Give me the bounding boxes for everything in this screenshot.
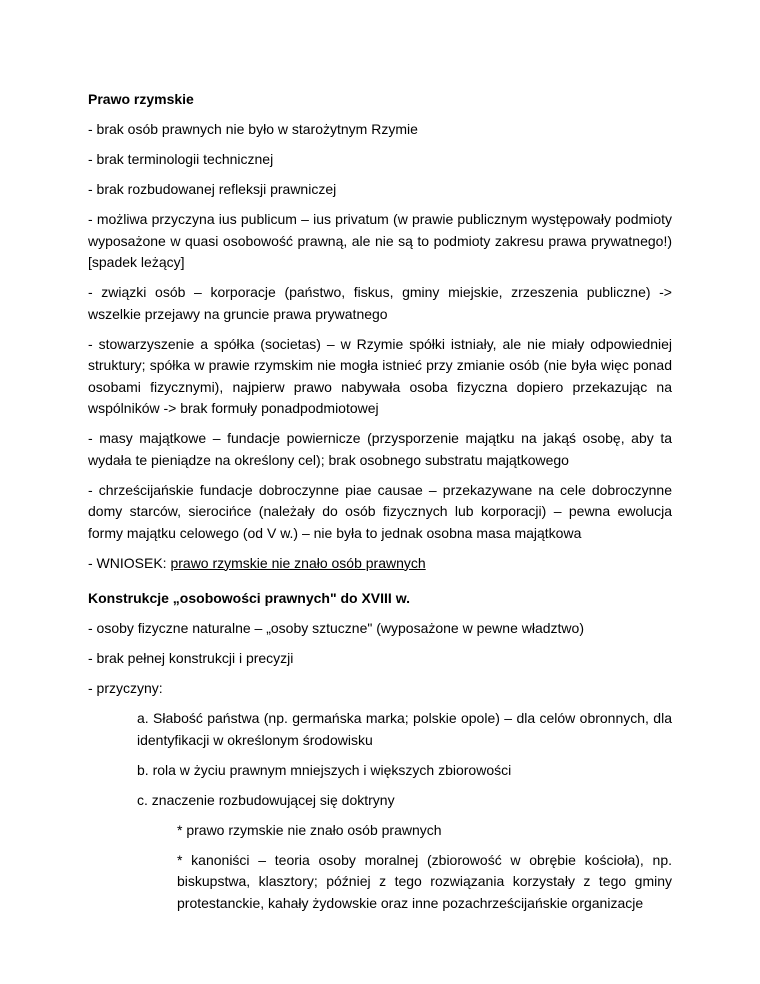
paragraph: - osoby fizyczne naturalne – „osoby sztuczne" (wyposażone w pewne władztwo) [88, 620, 584, 636]
paragraph: - brak terminologii technicznej [88, 151, 274, 167]
paragraph: - przyczyny: [88, 680, 163, 696]
sub-item-c: c. znaczenie rozbudowującej się doktryny [137, 791, 395, 808]
paragraph: - brak rozbudowanej refleksji prawniczej [88, 181, 337, 197]
paragraph: - masy majątkowe – fundacje powiernicze (przysporzenie majątku na jakąś osobę, aby ta wydała te pieniądze na określony cel); brak osobnego substratu majątkowego [88, 430, 672, 468]
sub-sub-item: * prawo rzymskie nie znało osób prawnych [177, 821, 442, 838]
conclusion-underlined-text: prawo rzymskie nie znało osób prawnych [170, 554, 426, 571]
section-heading-legal-personality: Konstrukcje „osobowości prawnych" do XVIII w. [88, 590, 410, 606]
paragraph: - związki osób – korporacje (państwo, fiskus, gminy miejskie, zrzeszenia publiczne) -> wszelkie przejawy na gruncie prawa prywatnego [88, 284, 672, 322]
paragraph-conclusion [88, 553, 672, 575]
paragraph: - możliwa przyczyna ius publicum – ius privatum (w prawie publicznym występowały podmioty wyposażone w quasi osobowość prawną, ale nie są to podmioty zakresu prawa prywatnego!) [spadek leżący] [88, 211, 672, 270]
conclusion-prefix: - WNIOSEK: [88, 554, 171, 571]
paragraph: - stowarzyszenie a spółka (societas) – w Rzymie spółki istniały, ale nie miały odpowiedniej struktury; spółka w prawie rzymskim nie mogła istnieć przy zmianie osób (nie była więc ponad osobami fizycznymi), najpierw prawo nabywała osoba fizyczna dopiero przekazując na wspólników -> brak formuły ponadpodmiotowej [88, 335, 672, 416]
sub-sub-item: * kanoniści – teoria osoby moralnej (zbiorowość w obrębie kościoła), np. biskupstwa, klasztory; później z tego rozwiązania korzystały z tego gminy protestanckie, kahały żydowskie oraz inne pozachrześcijańskie organizacje [177, 851, 672, 911]
sub-item-b: b. rola w życiu prawnym mniejszych i większych zbiorowości [137, 761, 512, 778]
section-heading-roman-law: Prawo rzymskie [88, 91, 194, 107]
paragraph: - chrześcijańskie fundacje dobroczynne piae causae – przekazywane na cele dobroczynne domy starców, sierocińce (należały do osób fizycznych lub korporacji) – pewna ewolucja formy majątku celowego (od V w.) – nie była to jednak osobna masa majątkowa [88, 481, 672, 541]
paragraph: - brak osób prawnych nie było w starożytnym Rzymie [88, 121, 418, 137]
paragraph: - brak pełnej konstrukcji i precyzji [88, 650, 294, 666]
sub-item-a: a. Słabość państwa (np. germańska marka; polskie opole) – dla celów obronnych, dla identyfikacji w określonym środowisku [137, 710, 672, 748]
document-content [88, 89, 672, 923]
